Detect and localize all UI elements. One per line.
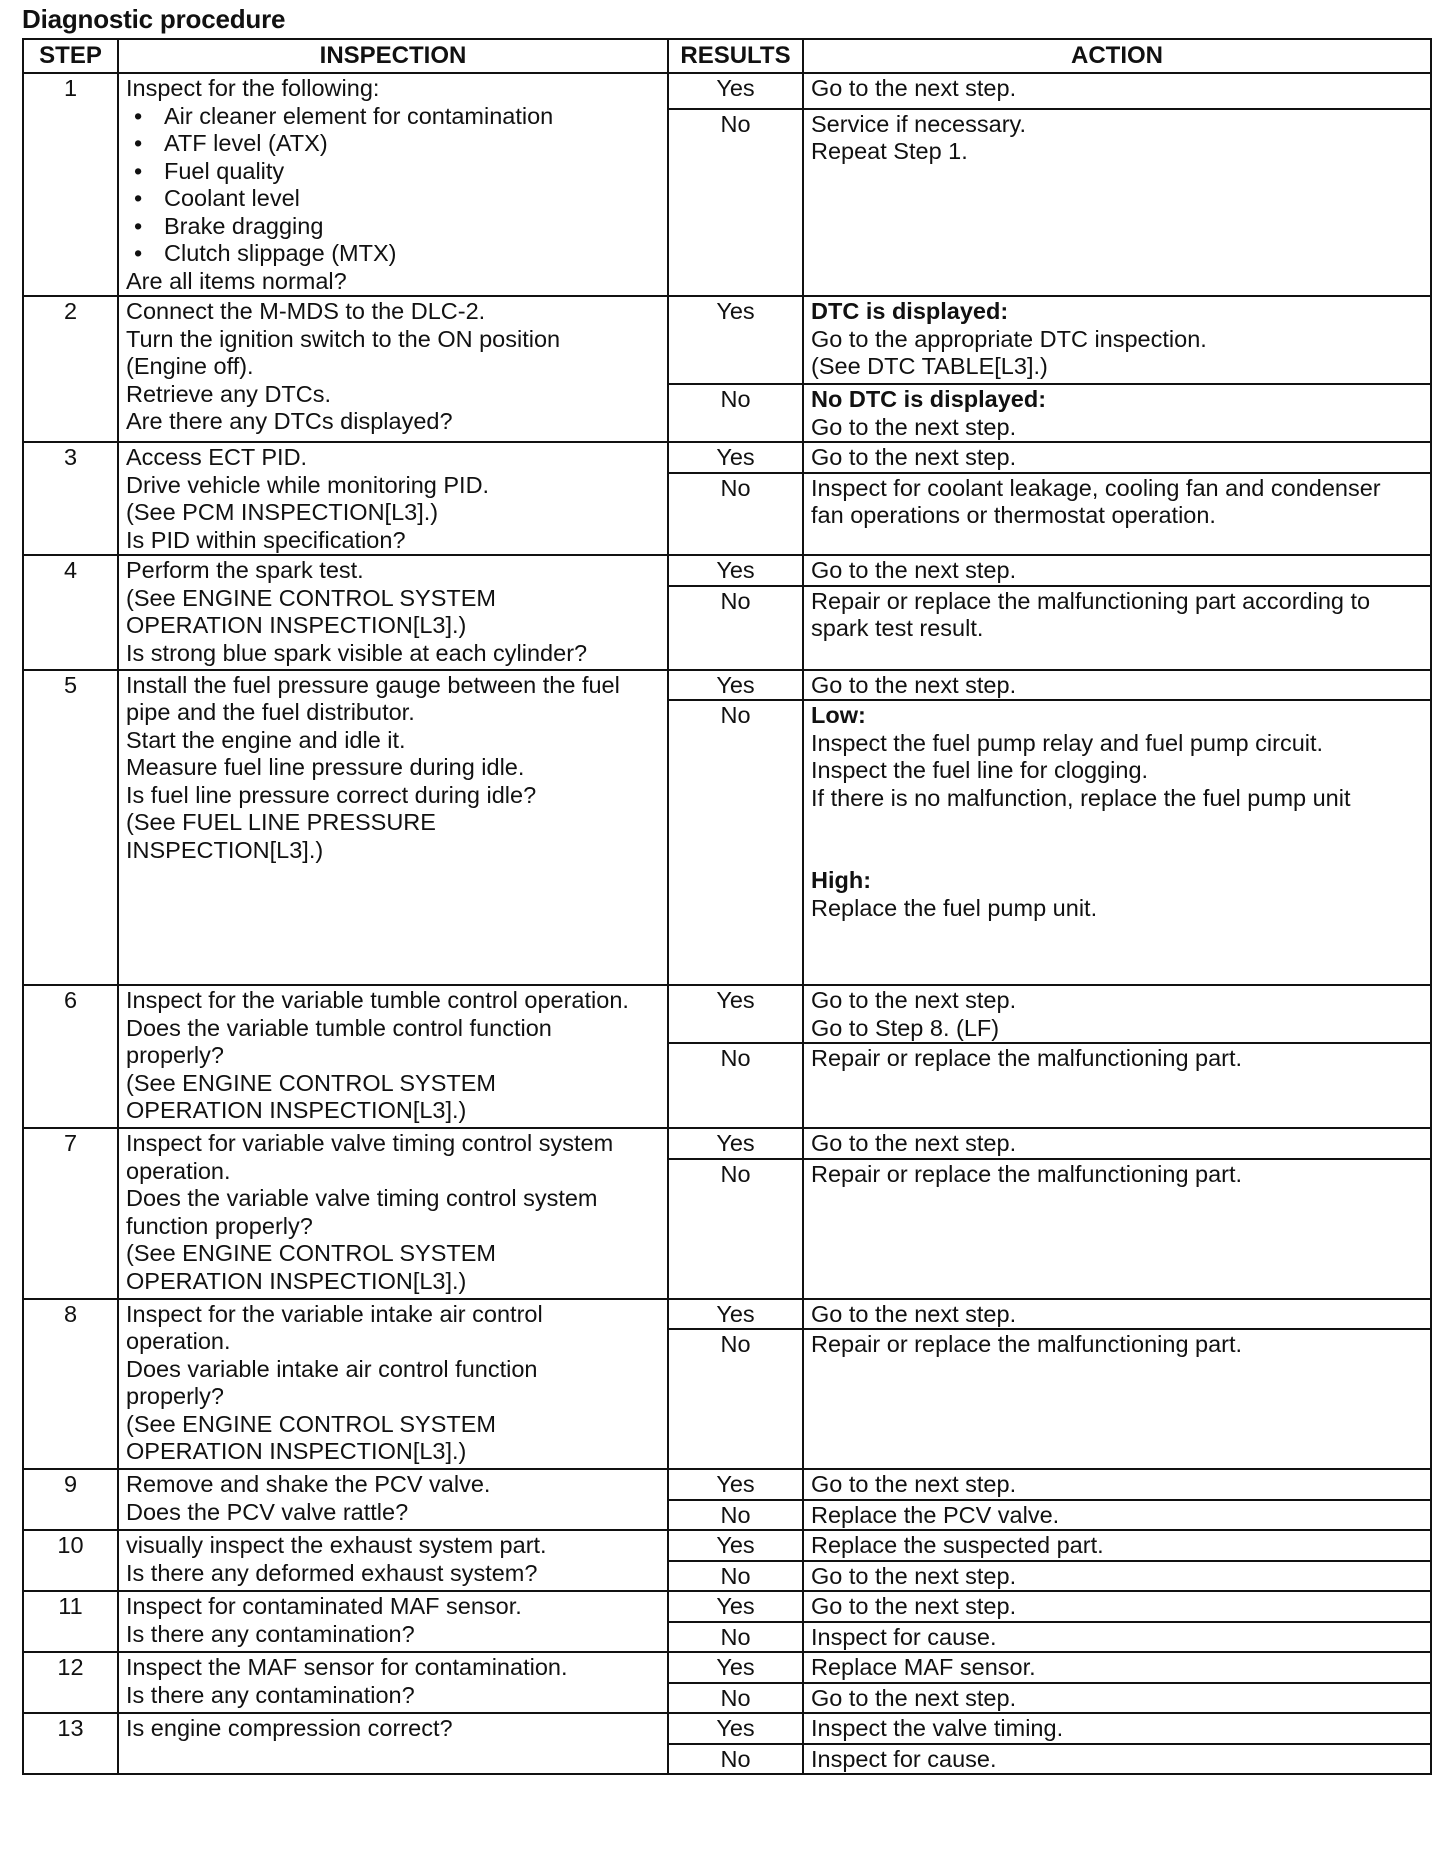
step-2-yes-row	[23, 296, 1431, 384]
action-cell	[803, 985, 1431, 1043]
result-no: No	[668, 1159, 803, 1299]
step-6-yes-row	[23, 985, 1431, 1043]
inspection-cell	[118, 296, 668, 442]
action-line: Go to the next step.	[811, 444, 1017, 470]
inspection-line: (See ENGINE CONTROL SYSTEM	[126, 1240, 496, 1266]
action-line: Go to the next step.	[811, 1562, 1017, 1589]
inspection-line: Retrieve any DTCs.	[126, 380, 332, 407]
step-11-yes-row	[23, 1591, 1431, 1622]
action-cell	[803, 555, 1431, 586]
result-yes: Yes	[668, 670, 803, 701]
bullet-icon: •	[134, 185, 143, 211]
inspection-line: pipe and the fuel distributor.	[126, 699, 415, 725]
inspection-line: (Engine off).	[126, 353, 254, 379]
result-yes: Yes	[668, 1299, 803, 1330]
inspection-line: Is PID within specification?	[126, 526, 406, 553]
action-cell	[803, 1622, 1431, 1653]
inspection-line: INSPECTION[L3].)	[126, 836, 324, 863]
step-7-yes-row	[23, 1128, 1431, 1159]
step-number: 8	[23, 1299, 118, 1470]
inspection-line: (See PCM INSPECTION[L3].)	[126, 499, 439, 525]
inspection-line: Is strong blue spark visible at each cylinder?	[126, 639, 588, 666]
inspection-line: Inspect for the variable tumble control operation.	[126, 987, 629, 1013]
action-cell	[803, 73, 1431, 109]
step-number: 10	[23, 1530, 118, 1591]
inspection-line: operation.	[126, 1328, 231, 1354]
action-cell	[803, 1159, 1431, 1299]
action-line: Repeat Step 1.	[811, 138, 968, 165]
inspection-line: Access ECT PID.	[126, 444, 308, 470]
action-line: Inspect the valve timing.	[811, 1715, 1064, 1741]
result-yes: Yes	[668, 1469, 803, 1500]
inspection-bullet: • Coolant level	[134, 185, 300, 211]
action-cell	[803, 296, 1431, 384]
inspection-line: (See ENGINE CONTROL SYSTEM	[126, 1069, 496, 1096]
inspection-line: function properly?	[126, 1212, 313, 1239]
action-cell	[803, 1469, 1431, 1500]
step-number: 9	[23, 1469, 118, 1530]
inspection-cell	[118, 73, 668, 296]
action-cell	[803, 1683, 1431, 1714]
action-cell	[803, 1591, 1431, 1622]
action-line: Go to the next step.	[811, 557, 1017, 583]
header-results: RESULTS	[668, 39, 803, 73]
header-action: ACTION	[803, 39, 1431, 73]
step-number: 4	[23, 555, 118, 670]
inspection-cell	[118, 1713, 668, 1774]
spacer	[811, 812, 1423, 867]
action-heading-high: High:	[811, 867, 872, 893]
result-yes: Yes	[668, 1591, 803, 1622]
inspection-line: Inspect for variable valve timing control system	[126, 1130, 614, 1156]
action-cell	[803, 473, 1431, 555]
action-cell	[803, 670, 1431, 701]
step-3-yes-row	[23, 442, 1431, 473]
action-line: Replace the suspected part.	[811, 1532, 1104, 1558]
action-line: Go to the next step.	[811, 413, 1017, 440]
result-no: No	[668, 1622, 803, 1653]
inspection-cell	[118, 985, 668, 1128]
result-no: No	[668, 473, 803, 555]
action-line: Go to the next step.	[811, 1593, 1017, 1619]
inspection-cell	[118, 555, 668, 670]
bullet-icon: •	[134, 212, 143, 239]
bullet-icon: •	[134, 240, 143, 266]
inspection-line: Are all items normal?	[126, 267, 347, 294]
result-yes: Yes	[668, 1530, 803, 1561]
step-number: 7	[23, 1128, 118, 1299]
inspection-line: Inspect for contaminated MAF sensor.	[126, 1593, 522, 1619]
action-line: Go to Step 8. (LF)	[811, 1014, 1000, 1041]
inspection-line: Is there any contamination?	[126, 1681, 415, 1708]
inspection-cell	[118, 1591, 668, 1652]
result-no: No	[668, 1744, 803, 1775]
inspection-line: Install the fuel pressure gauge between the fuel	[126, 671, 620, 698]
table-header-row	[23, 39, 1431, 73]
header-inspection: INSPECTION	[118, 39, 668, 73]
action-line: Inspect the fuel line for clogging.	[811, 757, 1149, 783]
action-line: Go to the next step.	[811, 1684, 1017, 1711]
result-yes: Yes	[668, 1713, 803, 1744]
inspection-line: (See ENGINE CONTROL SYSTEM	[126, 584, 496, 611]
action-line: Service if necessary.	[811, 110, 1027, 137]
inspection-cell	[118, 442, 668, 555]
action-cell	[803, 1744, 1431, 1775]
step-13-yes-row	[23, 1713, 1431, 1744]
action-line: Go to the next step.	[811, 987, 1017, 1013]
action-line: Inspect for coolant leakage, cooling fan and condenser	[811, 474, 1381, 501]
step-number: 6	[23, 985, 118, 1128]
result-yes: Yes	[668, 1128, 803, 1159]
inspection-cell	[118, 1530, 668, 1591]
inspection-bullet: • Clutch slippage (MTX)	[134, 240, 397, 266]
action-line: Repair or replace the malfunctioning part.	[811, 1160, 1243, 1187]
result-no: No	[668, 384, 803, 442]
action-cell	[803, 384, 1431, 442]
inspection-line: Measure fuel line pressure during idle.	[126, 754, 525, 780]
inspection-line: OPERATION INSPECTION[L3].)	[126, 612, 467, 638]
bullet-icon: •	[134, 102, 143, 129]
action-cell	[803, 1043, 1431, 1128]
action-cell	[803, 1299, 1431, 1330]
inspection-line: OPERATION INSPECTION[L3].)	[126, 1267, 467, 1294]
inspection-bullet: • ATF level (ATX)	[134, 130, 328, 156]
inspection-line: Does the variable tumble control function	[126, 1014, 552, 1041]
action-heading: DTC is displayed:	[811, 298, 1009, 324]
inspection-cell	[118, 670, 668, 986]
result-no: No	[668, 1043, 803, 1128]
action-line: If there is no malfunction, replace the fuel pump unit	[811, 784, 1351, 811]
result-no: No	[668, 1561, 803, 1592]
inspection-bullet: • Fuel quality	[134, 157, 285, 184]
action-line: Repair or replace the malfunctioning part.	[811, 1331, 1243, 1357]
action-line: Go to the next step.	[811, 1471, 1017, 1497]
inspection-cell	[118, 1299, 668, 1470]
inspection-bullet: • Brake dragging	[134, 212, 324, 239]
action-line: spark test result.	[811, 615, 984, 641]
inspection-line: Remove and shake the PCV valve.	[126, 1471, 491, 1497]
action-line: Replace the PCV valve.	[811, 1501, 1060, 1528]
step-9-yes-row	[23, 1469, 1431, 1500]
result-yes: Yes	[668, 73, 803, 109]
inspection-line: Drive vehicle while monitoring PID.	[126, 471, 490, 498]
step-number: 11	[23, 1591, 118, 1652]
action-cell	[803, 1128, 1431, 1159]
result-yes: Yes	[668, 296, 803, 384]
inspection-cell	[118, 1652, 668, 1713]
action-line: Go to the next step.	[811, 75, 1017, 101]
bullet-icon: •	[134, 130, 143, 156]
result-yes: Yes	[668, 555, 803, 586]
result-no: No	[668, 1500, 803, 1531]
action-heading-low: Low:	[811, 702, 866, 728]
step-number: 1	[23, 73, 118, 296]
inspection-line: Is there any deformed exhaust system?	[126, 1559, 538, 1586]
inspection-cell	[118, 1128, 668, 1299]
inspection-line: Inspect for the variable intake air control	[126, 1300, 543, 1327]
inspection-cell	[118, 1469, 668, 1530]
inspection-line: Inspect for the following:	[126, 75, 380, 101]
action-line: Repair or replace the malfunctioning part.	[811, 1045, 1243, 1071]
result-no: No	[668, 1329, 803, 1469]
step-number: 3	[23, 442, 118, 555]
inspection-line: Inspect the MAF sensor for contamination.	[126, 1654, 568, 1680]
action-line: Go to the appropriate DTC inspection.	[811, 325, 1207, 352]
action-cell	[803, 1561, 1431, 1592]
action-cell	[803, 1713, 1431, 1744]
step-5-yes-row	[23, 670, 1431, 701]
action-line: Inspect the fuel pump relay and fuel pump circuit.	[811, 729, 1324, 756]
inspection-line: visually inspect the exhaust system part.	[126, 1532, 547, 1558]
diagnostic-procedure-table	[22, 38, 1432, 1775]
action-line: Repair or replace the malfunctioning part according to	[811, 587, 1371, 614]
inspection-line: Is fuel line pressure correct during idle?	[126, 781, 537, 808]
bullet-icon: •	[134, 157, 143, 184]
inspection-line: operation.	[126, 1157, 231, 1184]
action-line: (See DTC TABLE[L3].)	[811, 353, 1048, 379]
action-cell	[803, 1329, 1431, 1469]
result-no: No	[668, 1683, 803, 1714]
action-line: Go to the next step.	[811, 671, 1017, 698]
action-line: Inspect for cause.	[811, 1623, 997, 1650]
page-title: Diagnostic procedure	[22, 4, 286, 34]
inspection-line: (See ENGINE CONTROL SYSTEM	[126, 1410, 496, 1437]
step-number: 13	[23, 1713, 118, 1774]
action-line: fan operations or thermostat operation.	[811, 502, 1216, 529]
inspection-line: Does variable intake air control function	[126, 1355, 538, 1382]
step-1-yes-row	[23, 73, 1431, 109]
inspection-line: Are there any DTCs displayed?	[126, 408, 453, 434]
inspection-line: Turn the ignition switch to the ON position	[126, 325, 561, 352]
action-cell	[803, 442, 1431, 473]
inspection-line: Is there any contamination?	[126, 1620, 415, 1647]
step-4-yes-row	[23, 555, 1431, 586]
inspection-line: Does the variable valve timing control system	[126, 1185, 598, 1211]
inspection-bullet-list	[126, 103, 660, 268]
action-line: Go to the next step.	[811, 1300, 1017, 1327]
inspection-line: Perform the spark test.	[126, 557, 364, 583]
result-yes: Yes	[668, 442, 803, 473]
step-number: 5	[23, 670, 118, 986]
inspection-line: (See FUEL LINE PRESSURE	[126, 809, 436, 835]
action-cell	[803, 1530, 1431, 1561]
inspection-line: OPERATION INSPECTION[L3].)	[126, 1438, 467, 1464]
result-no: No	[668, 700, 803, 985]
step-12-yes-row	[23, 1652, 1431, 1683]
inspection-bullet: • Air cleaner element for contamination	[134, 102, 554, 129]
action-line: Replace MAF sensor.	[811, 1654, 1036, 1680]
action-cell	[803, 700, 1431, 985]
inspection-line: Start the engine and idle it.	[126, 726, 406, 753]
result-yes: Yes	[668, 985, 803, 1043]
inspection-line: OPERATION INSPECTION[L3].)	[126, 1097, 467, 1123]
inspection-line: properly?	[126, 1042, 224, 1068]
result-no: No	[668, 586, 803, 670]
action-cell	[803, 1652, 1431, 1683]
result-yes: Yes	[668, 1652, 803, 1683]
inspection-line: Is engine compression correct?	[126, 1715, 453, 1741]
action-cell	[803, 586, 1431, 670]
inspection-line: properly?	[126, 1383, 224, 1409]
result-no: No	[668, 109, 803, 296]
inspection-line: Does the PCV valve rattle?	[126, 1498, 409, 1525]
action-line: Inspect for cause.	[811, 1745, 997, 1772]
step-8-yes-row	[23, 1299, 1431, 1330]
action-line: Go to the next step.	[811, 1130, 1017, 1156]
action-cell	[803, 1500, 1431, 1531]
action-cell	[803, 109, 1431, 296]
step-10-yes-row	[23, 1530, 1431, 1561]
action-heading: No DTC is displayed:	[811, 386, 1047, 412]
step-number: 2	[23, 296, 118, 442]
action-line: Replace the fuel pump unit.	[811, 894, 1098, 921]
header-step: STEP	[23, 39, 118, 73]
step-number: 12	[23, 1652, 118, 1713]
inspection-line: Connect the M-MDS to the DLC-2.	[126, 298, 486, 324]
